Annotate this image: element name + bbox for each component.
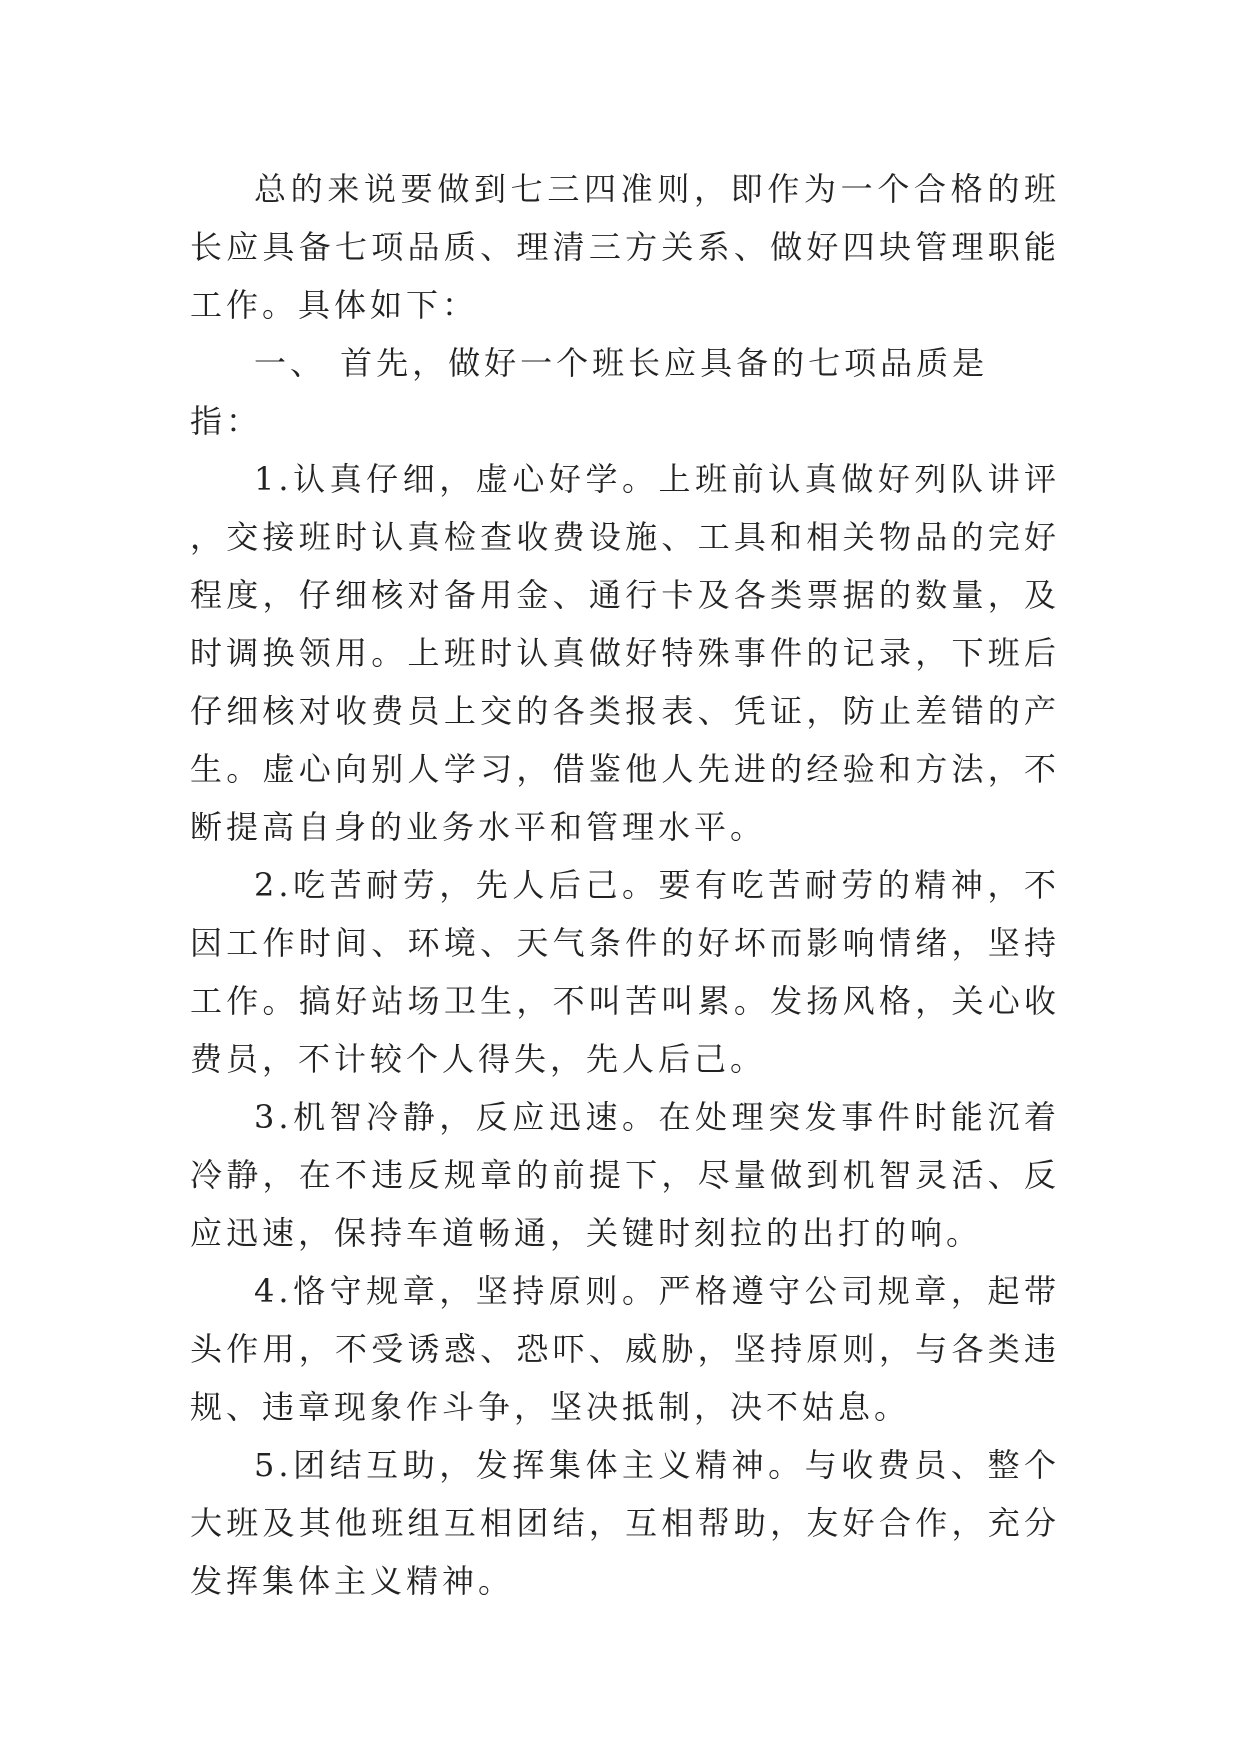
item-paragraph-3: 3.机智冷静，反应迅速。在处理突发事件时能沉着冷静，在不违反规章的前提下，尽量做到机智灵活、反应迅速，保持车道畅通，关键时刻拉的出打的响。 bbox=[190, 1098, 1060, 1252]
item-paragraph-4: 4.恪守规章，坚持原则。严格遵守公司规章，起带头作用，不受诱惑、恐吓、威胁，坚持原则，与各类违规、违章现象作斗争，坚决抵制，决不姑息。 bbox=[190, 1272, 1060, 1426]
item-paragraph-1: 1.认真仔细，虚心好学。上班前认真做好列队讲评，交接班时认真检查收费设施、工具和相关物品的完好程度，仔细核对备用金、通行卡及各类票据的数量，及时调换领用。上班时认真做好特殊事件的记录，下班后仔细核对收费员上交的各类报表、凭证，防止差错的产生。虚心向别人学习，借鉴他人先进的经验和方法，不断提高自身的业务水平和管理水平。 bbox=[190, 460, 1060, 846]
intro-paragraph: 总的来说要做到七三四准则，即作为一个合格的班长应具备七项品质、理清三方关系、做好四块管理职能工作。具体如下： bbox=[190, 170, 1060, 324]
item-paragraph-5: 5.团结互助，发挥集体主义精神。与收费员、整个大班及其他班组互相团结，互相帮助，友好合作，充分发挥集体主义精神。 bbox=[190, 1446, 1060, 1600]
item-paragraph-2: 2.吃苦耐劳，先人后己。要有吃苦耐劳的精神，不因工作时间、环境、天气条件的好坏而影响情绪，坚持工作。搞好站场卫生，不叫苦叫累。发扬风格，关心收费员，不计较个人得失，先人后己。 bbox=[190, 866, 1060, 1078]
document-body bbox=[190, 160, 1060, 1610]
section-heading: 一、 首先，做好一个班长应具备的七项品质是指： bbox=[190, 344, 989, 440]
